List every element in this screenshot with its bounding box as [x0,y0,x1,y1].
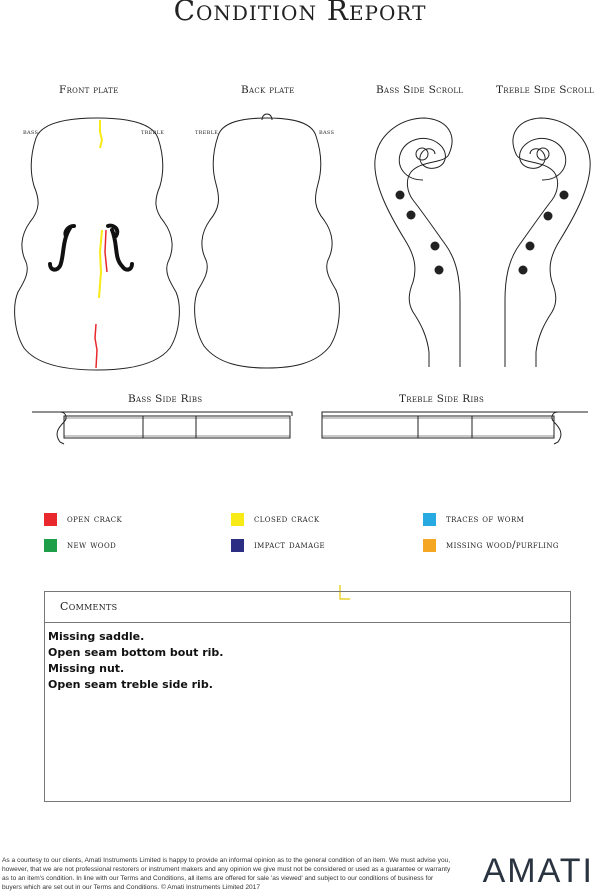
bass-scroll-diagram [365,110,475,372]
legend-swatch [423,539,436,552]
amati-logo: AMATI [482,852,594,890]
legend-swatch [44,513,57,526]
comments-heading: Comments [45,592,570,623]
legend-swatch [231,539,244,552]
disclaimer-text: As a courtesy to our clients, Amati Instruments Limited is happy to provide an informal opinion as to the general condition of an item. We must advise you, however, that we are not professional restorers or instrument makers and any opinion we give must not be considered or used as a guarantee or warranty as to an item's condition. In line with our Terms and Conditions, all items are offered for sale 'as viewed' and subject to our conditions of business for buyers which are set out in our Terms and Conditions. © Amati Instruments Limited 2017 [2,857,451,891]
legend-label: new wood [67,540,117,551]
back-plate-label: Back plate [241,84,295,96]
comment-line: Missing saddle. [48,630,145,643]
legend-swatch [231,513,244,526]
bass-ribs-label: Bass Side Ribs [128,393,203,405]
treble-ribs-label: Treble Side Ribs [399,393,485,405]
closed-crack-mark [99,230,102,298]
legend-label: closed crack [254,514,320,525]
legend-closed-crack [231,513,320,526]
open-crack-mark [105,230,107,272]
comment-line: Open seam bottom bout rib. [48,646,224,659]
legend-impact-damage [231,539,325,552]
legend-label: impact damage [254,540,326,551]
legend-label: missing wood/purfling [446,540,559,551]
treble-scroll-diagram [490,110,600,372]
legend-traces-of-worm [423,513,524,526]
treble-ribs-diagram [318,404,590,450]
back-treble-label: treble [195,128,219,136]
front-plate-diagram [10,112,185,374]
bass-ribs-diagram [30,404,296,450]
bass-scroll-label: Bass Side Scroll [376,84,464,96]
front-plate-label: Front plate [59,84,119,96]
front-treble-label: treble [141,128,165,136]
comments-body[interactable] [45,623,570,699]
closed-crack-mark [100,120,102,148]
comment-line: Missing nut. [48,662,125,675]
page-title: Condition Report [173,0,427,27]
back-plate-diagram [190,108,345,370]
comment-line: Open seam treble side rib. [48,678,213,691]
legend-open-crack [44,513,122,526]
treble-scroll-label: Treble Side Scroll [496,84,594,96]
legend-missing-wood [423,539,559,552]
legend-label: open crack [67,514,123,525]
legend-label: traces of worm [446,514,525,525]
open-crack-mark [95,324,97,368]
legend-swatch [44,539,57,552]
back-bass-label: bass [319,128,335,136]
legend-new-wood [44,539,116,552]
comments-box [44,591,571,802]
front-bass-label: bass [23,128,39,136]
legend-swatch [423,513,436,526]
